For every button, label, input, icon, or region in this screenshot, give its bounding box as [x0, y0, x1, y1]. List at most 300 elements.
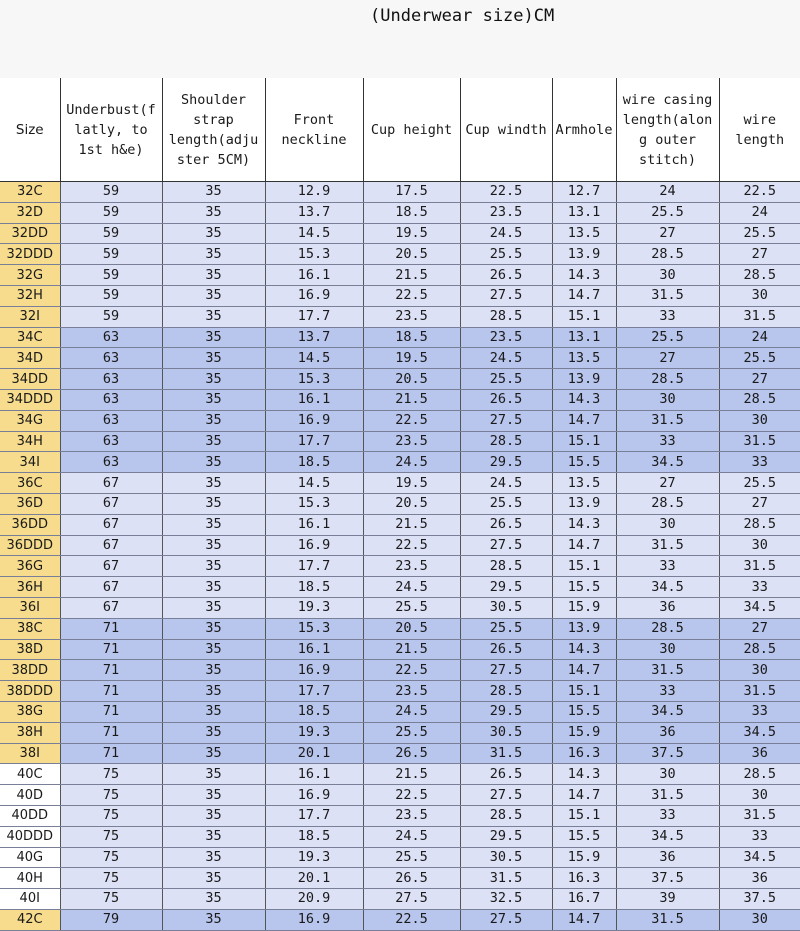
cell-wire-casing: 27	[616, 473, 719, 494]
cell-underbust: 71	[60, 618, 162, 639]
cell-size: 38DD	[0, 660, 60, 681]
header-cup-height: Cup height	[363, 78, 460, 182]
cell-cup-height: 23.5	[363, 306, 460, 327]
cell-shoulder-strap: 35	[162, 514, 265, 535]
cell-front-neckline: 16.9	[265, 410, 363, 431]
cell-size: 36DD	[0, 514, 60, 535]
cell-cup-height: 23.5	[363, 431, 460, 452]
cell-armhole: 13.1	[552, 327, 616, 348]
table-row	[0, 265, 800, 286]
cell-size: 38DDD	[0, 681, 60, 702]
cell-underbust: 63	[60, 431, 162, 452]
cell-wire-casing: 33	[616, 805, 719, 826]
cell-wire-casing: 30	[616, 764, 719, 785]
table-row	[0, 431, 800, 452]
cell-armhole: 13.9	[552, 369, 616, 390]
cell-wire-casing: 31.5	[616, 660, 719, 681]
cell-shoulder-strap: 35	[162, 826, 265, 847]
cell-size: 34G	[0, 410, 60, 431]
cell-wire-casing: 31.5	[616, 909, 719, 930]
cell-front-neckline: 16.1	[265, 639, 363, 660]
cell-armhole: 14.7	[552, 410, 616, 431]
cell-wire-length: 30	[719, 410, 800, 431]
cell-size: 40D	[0, 785, 60, 806]
cell-cup-height: 22.5	[363, 785, 460, 806]
cell-cup-width: 28.5	[460, 681, 552, 702]
cell-cup-width: 30.5	[460, 597, 552, 618]
cell-shoulder-strap: 35	[162, 223, 265, 244]
cell-size: 42C	[0, 909, 60, 930]
cell-front-neckline: 16.9	[265, 785, 363, 806]
cell-size: 34I	[0, 452, 60, 473]
cell-shoulder-strap: 35	[162, 597, 265, 618]
cell-cup-width: 29.5	[460, 577, 552, 598]
cell-wire-casing: 31.5	[616, 785, 719, 806]
cell-wire-casing: 33	[616, 556, 719, 577]
cell-front-neckline: 20.1	[265, 743, 363, 764]
cell-cup-height: 27.5	[363, 889, 460, 910]
cell-wire-length: 31.5	[719, 556, 800, 577]
cell-shoulder-strap: 35	[162, 535, 265, 556]
cell-armhole: 13.9	[552, 618, 616, 639]
cell-cup-width: 28.5	[460, 556, 552, 577]
cell-shoulder-strap: 35	[162, 577, 265, 598]
cell-front-neckline: 16.9	[265, 909, 363, 930]
cell-cup-width: 26.5	[460, 639, 552, 660]
cell-armhole: 15.1	[552, 681, 616, 702]
cell-armhole: 15.9	[552, 722, 616, 743]
cell-wire-casing: 27	[616, 348, 719, 369]
table-row	[0, 743, 800, 764]
table-row	[0, 785, 800, 806]
table-row	[0, 889, 800, 910]
cell-armhole: 15.1	[552, 805, 616, 826]
cell-armhole: 14.3	[552, 265, 616, 286]
cell-armhole: 14.7	[552, 285, 616, 306]
header-wire-casing: wire casing length(alon g outer stitch)	[616, 78, 719, 182]
cell-front-neckline: 19.3	[265, 722, 363, 743]
cell-front-neckline: 14.5	[265, 223, 363, 244]
cell-wire-length: 25.5	[719, 348, 800, 369]
cell-cup-height: 21.5	[363, 514, 460, 535]
cell-wire-casing: 33	[616, 306, 719, 327]
cell-armhole: 14.7	[552, 909, 616, 930]
cell-front-neckline: 17.7	[265, 681, 363, 702]
cell-underbust: 63	[60, 348, 162, 369]
cell-size: 32DD	[0, 223, 60, 244]
cell-front-neckline: 18.5	[265, 452, 363, 473]
cell-front-neckline: 18.5	[265, 577, 363, 598]
cell-cup-width: 27.5	[460, 535, 552, 556]
cell-front-neckline: 15.3	[265, 369, 363, 390]
cell-wire-length: 24	[719, 202, 800, 223]
cell-cup-width: 27.5	[460, 285, 552, 306]
cell-size: 36H	[0, 577, 60, 598]
cell-wire-length: 25.5	[719, 473, 800, 494]
cell-cup-width: 23.5	[460, 327, 552, 348]
title-bar	[0, 0, 800, 78]
cell-wire-casing: 34.5	[616, 701, 719, 722]
cell-wire-casing: 36	[616, 847, 719, 868]
cell-cup-height: 21.5	[363, 639, 460, 660]
cell-shoulder-strap: 35	[162, 410, 265, 431]
cell-front-neckline: 18.5	[265, 701, 363, 722]
cell-cup-height: 25.5	[363, 847, 460, 868]
header-armhole: Armhole	[552, 78, 616, 182]
cell-wire-casing: 37.5	[616, 743, 719, 764]
cell-cup-height: 25.5	[363, 597, 460, 618]
cell-armhole: 13.9	[552, 244, 616, 265]
cell-cup-width: 25.5	[460, 244, 552, 265]
table-row	[0, 473, 800, 494]
cell-wire-casing: 30	[616, 265, 719, 286]
table-row	[0, 701, 800, 722]
cell-underbust: 79	[60, 909, 162, 930]
cell-wire-casing: 34.5	[616, 826, 719, 847]
cell-armhole: 16.3	[552, 743, 616, 764]
cell-cup-width: 28.5	[460, 306, 552, 327]
cell-shoulder-strap: 35	[162, 764, 265, 785]
cell-shoulder-strap: 35	[162, 743, 265, 764]
cell-front-neckline: 20.9	[265, 889, 363, 910]
cell-cup-height: 26.5	[363, 743, 460, 764]
header-cup-width: Cup windth	[460, 78, 552, 182]
cell-wire-length: 30	[719, 785, 800, 806]
cell-cup-height: 20.5	[363, 369, 460, 390]
cell-front-neckline: 19.3	[265, 597, 363, 618]
cell-wire-casing: 39	[616, 889, 719, 910]
cell-shoulder-strap: 35	[162, 431, 265, 452]
cell-front-neckline: 16.9	[265, 285, 363, 306]
cell-underbust: 63	[60, 327, 162, 348]
cell-front-neckline: 15.3	[265, 618, 363, 639]
cell-front-neckline: 18.5	[265, 826, 363, 847]
cell-front-neckline: 12.9	[265, 182, 363, 203]
table-body	[0, 182, 800, 931]
cell-armhole: 16.7	[552, 889, 616, 910]
size-table	[0, 78, 800, 931]
cell-wire-length: 27	[719, 618, 800, 639]
cell-underbust: 75	[60, 805, 162, 826]
cell-shoulder-strap: 35	[162, 618, 265, 639]
cell-shoulder-strap: 35	[162, 202, 265, 223]
cell-size: 40DD	[0, 805, 60, 826]
cell-shoulder-strap: 35	[162, 681, 265, 702]
table-row	[0, 202, 800, 223]
cell-size: 40G	[0, 847, 60, 868]
table-row	[0, 410, 800, 431]
cell-underbust: 75	[60, 847, 162, 868]
cell-underbust: 59	[60, 306, 162, 327]
cell-front-neckline: 16.1	[265, 764, 363, 785]
cell-armhole: 15.9	[552, 597, 616, 618]
cell-armhole: 15.5	[552, 452, 616, 473]
cell-front-neckline: 20.1	[265, 868, 363, 889]
cell-front-neckline: 15.3	[265, 244, 363, 265]
cell-cup-height: 21.5	[363, 265, 460, 286]
cell-underbust: 67	[60, 473, 162, 494]
cell-wire-length: 24	[719, 327, 800, 348]
cell-wire-casing: 30	[616, 639, 719, 660]
table-row	[0, 847, 800, 868]
cell-underbust: 63	[60, 369, 162, 390]
cell-underbust: 59	[60, 182, 162, 203]
cell-underbust: 63	[60, 389, 162, 410]
table-row	[0, 348, 800, 369]
cell-cup-height: 22.5	[363, 909, 460, 930]
cell-cup-width: 29.5	[460, 826, 552, 847]
cell-armhole: 13.5	[552, 348, 616, 369]
cell-shoulder-strap: 35	[162, 785, 265, 806]
table-row	[0, 285, 800, 306]
cell-cup-height: 17.5	[363, 182, 460, 203]
cell-underbust: 71	[60, 722, 162, 743]
cell-cup-width: 30.5	[460, 722, 552, 743]
cell-armhole: 14.7	[552, 535, 616, 556]
header-shoulder-strap: Shoulder strap length(adju ster 5CM)	[162, 78, 265, 182]
cell-armhole: 13.5	[552, 473, 616, 494]
cell-size: 38D	[0, 639, 60, 660]
table-row	[0, 493, 800, 514]
cell-armhole: 14.7	[552, 785, 616, 806]
cell-armhole: 13.9	[552, 493, 616, 514]
table-row	[0, 389, 800, 410]
table-row	[0, 577, 800, 598]
cell-underbust: 59	[60, 202, 162, 223]
cell-shoulder-strap: 35	[162, 327, 265, 348]
cell-front-neckline: 16.1	[265, 389, 363, 410]
cell-cup-height: 18.5	[363, 202, 460, 223]
cell-wire-length: 27	[719, 244, 800, 265]
table-row	[0, 764, 800, 785]
cell-armhole: 15.1	[552, 431, 616, 452]
cell-cup-height: 19.5	[363, 348, 460, 369]
cell-underbust: 67	[60, 597, 162, 618]
cell-cup-height: 23.5	[363, 556, 460, 577]
cell-front-neckline: 13.7	[265, 202, 363, 223]
cell-front-neckline: 17.7	[265, 306, 363, 327]
cell-front-neckline: 17.7	[265, 431, 363, 452]
cell-wire-casing: 37.5	[616, 868, 719, 889]
cell-shoulder-strap: 35	[162, 285, 265, 306]
cell-size: 40C	[0, 764, 60, 785]
cell-armhole: 14.3	[552, 514, 616, 535]
table-row	[0, 597, 800, 618]
cell-size: 32I	[0, 306, 60, 327]
cell-cup-height: 21.5	[363, 764, 460, 785]
cell-cup-height: 23.5	[363, 805, 460, 826]
cell-underbust: 63	[60, 410, 162, 431]
table-title: (Underwear size)CM	[370, 6, 555, 26]
cell-wire-length: 31.5	[719, 805, 800, 826]
cell-size: 38I	[0, 743, 60, 764]
cell-wire-casing: 25.5	[616, 202, 719, 223]
cell-cup-width: 26.5	[460, 764, 552, 785]
cell-size: 36C	[0, 473, 60, 494]
cell-shoulder-strap: 35	[162, 244, 265, 265]
cell-wire-length: 34.5	[719, 597, 800, 618]
cell-cup-height: 18.5	[363, 327, 460, 348]
cell-armhole: 16.3	[552, 868, 616, 889]
cell-shoulder-strap: 35	[162, 722, 265, 743]
cell-cup-width: 28.5	[460, 805, 552, 826]
cell-underbust: 67	[60, 493, 162, 514]
cell-size: 36G	[0, 556, 60, 577]
cell-underbust: 75	[60, 785, 162, 806]
cell-wire-casing: 31.5	[616, 410, 719, 431]
cell-wire-casing: 28.5	[616, 493, 719, 514]
cell-size: 40DDD	[0, 826, 60, 847]
cell-cup-height: 19.5	[363, 223, 460, 244]
cell-wire-length: 33	[719, 826, 800, 847]
cell-cup-height: 20.5	[363, 618, 460, 639]
cell-cup-height: 19.5	[363, 473, 460, 494]
table-row	[0, 556, 800, 577]
cell-cup-height: 22.5	[363, 660, 460, 681]
cell-shoulder-strap: 35	[162, 847, 265, 868]
cell-wire-length: 31.5	[719, 431, 800, 452]
cell-cup-width: 31.5	[460, 868, 552, 889]
table-row	[0, 535, 800, 556]
cell-underbust: 71	[60, 660, 162, 681]
cell-armhole: 14.3	[552, 764, 616, 785]
table-row	[0, 639, 800, 660]
cell-front-neckline: 17.7	[265, 805, 363, 826]
cell-wire-casing: 28.5	[616, 369, 719, 390]
cell-shoulder-strap: 35	[162, 473, 265, 494]
header-size: Size	[0, 78, 60, 182]
cell-underbust: 75	[60, 826, 162, 847]
cell-cup-width: 24.5	[460, 348, 552, 369]
table-row	[0, 868, 800, 889]
cell-underbust: 75	[60, 764, 162, 785]
cell-wire-length: 28.5	[719, 265, 800, 286]
table-row	[0, 182, 800, 203]
cell-size: 36DDD	[0, 535, 60, 556]
cell-wire-length: 28.5	[719, 639, 800, 660]
cell-cup-width: 30.5	[460, 847, 552, 868]
cell-cup-width: 24.5	[460, 473, 552, 494]
cell-size: 32H	[0, 285, 60, 306]
table-row	[0, 660, 800, 681]
cell-cup-height: 24.5	[363, 577, 460, 598]
cell-underbust: 71	[60, 743, 162, 764]
cell-cup-width: 29.5	[460, 452, 552, 473]
cell-wire-casing: 36	[616, 722, 719, 743]
cell-shoulder-strap: 35	[162, 389, 265, 410]
cell-size: 32G	[0, 265, 60, 286]
cell-front-neckline: 13.7	[265, 327, 363, 348]
cell-wire-length: 34.5	[719, 722, 800, 743]
cell-cup-width: 27.5	[460, 909, 552, 930]
cell-cup-width: 25.5	[460, 369, 552, 390]
cell-wire-length: 30	[719, 909, 800, 930]
cell-cup-height: 22.5	[363, 410, 460, 431]
cell-shoulder-strap: 35	[162, 265, 265, 286]
cell-cup-height: 21.5	[363, 389, 460, 410]
cell-shoulder-strap: 35	[162, 868, 265, 889]
cell-wire-length: 33	[719, 452, 800, 473]
cell-cup-width: 26.5	[460, 389, 552, 410]
cell-underbust: 67	[60, 556, 162, 577]
cell-cup-width: 25.5	[460, 618, 552, 639]
cell-wire-length: 28.5	[719, 764, 800, 785]
cell-underbust: 67	[60, 514, 162, 535]
cell-armhole: 13.1	[552, 202, 616, 223]
cell-wire-casing: 31.5	[616, 535, 719, 556]
cell-wire-length: 22.5	[719, 182, 800, 203]
cell-front-neckline: 19.3	[265, 847, 363, 868]
cell-shoulder-strap: 35	[162, 348, 265, 369]
cell-size: 36D	[0, 493, 60, 514]
table-row	[0, 514, 800, 535]
cell-underbust: 59	[60, 285, 162, 306]
cell-cup-height: 20.5	[363, 493, 460, 514]
table-row	[0, 805, 800, 826]
cell-size: 32DDD	[0, 244, 60, 265]
cell-cup-height: 23.5	[363, 681, 460, 702]
cell-wire-length: 28.5	[719, 514, 800, 535]
cell-wire-casing: 24	[616, 182, 719, 203]
cell-cup-height: 26.5	[363, 868, 460, 889]
cell-armhole: 15.5	[552, 826, 616, 847]
table-row	[0, 681, 800, 702]
cell-front-neckline: 16.9	[265, 660, 363, 681]
cell-armhole: 14.7	[552, 660, 616, 681]
table-row	[0, 223, 800, 244]
cell-size: 36I	[0, 597, 60, 618]
cell-wire-casing: 36	[616, 597, 719, 618]
cell-cup-width: 26.5	[460, 514, 552, 535]
cell-underbust: 63	[60, 452, 162, 473]
cell-underbust: 59	[60, 244, 162, 265]
cell-wire-casing: 27	[616, 223, 719, 244]
cell-underbust: 59	[60, 223, 162, 244]
cell-wire-casing: 25.5	[616, 327, 719, 348]
cell-underbust: 71	[60, 681, 162, 702]
table-row	[0, 909, 800, 930]
cell-front-neckline: 15.3	[265, 493, 363, 514]
cell-size: 32D	[0, 202, 60, 223]
cell-wire-length: 31.5	[719, 681, 800, 702]
cell-cup-height: 24.5	[363, 826, 460, 847]
cell-armhole: 14.3	[552, 639, 616, 660]
cell-cup-height: 24.5	[363, 701, 460, 722]
cell-size: 40H	[0, 868, 60, 889]
cell-armhole: 12.7	[552, 182, 616, 203]
cell-size: 38G	[0, 701, 60, 722]
cell-armhole: 15.1	[552, 306, 616, 327]
cell-cup-width: 28.5	[460, 431, 552, 452]
cell-wire-length: 33	[719, 577, 800, 598]
cell-front-neckline: 14.5	[265, 348, 363, 369]
cell-wire-length: 30	[719, 285, 800, 306]
cell-shoulder-strap: 35	[162, 909, 265, 930]
cell-cup-width: 24.5	[460, 223, 552, 244]
cell-cup-width: 25.5	[460, 493, 552, 514]
cell-size: 38C	[0, 618, 60, 639]
cell-wire-casing: 31.5	[616, 285, 719, 306]
cell-wire-length: 25.5	[719, 223, 800, 244]
header-wire-length: wire length	[719, 78, 800, 182]
cell-wire-casing: 33	[616, 681, 719, 702]
cell-underbust: 75	[60, 868, 162, 889]
cell-wire-length: 30	[719, 535, 800, 556]
cell-size: 34C	[0, 327, 60, 348]
cell-wire-casing: 30	[616, 514, 719, 535]
cell-wire-casing: 34.5	[616, 452, 719, 473]
cell-size: 34DDD	[0, 389, 60, 410]
